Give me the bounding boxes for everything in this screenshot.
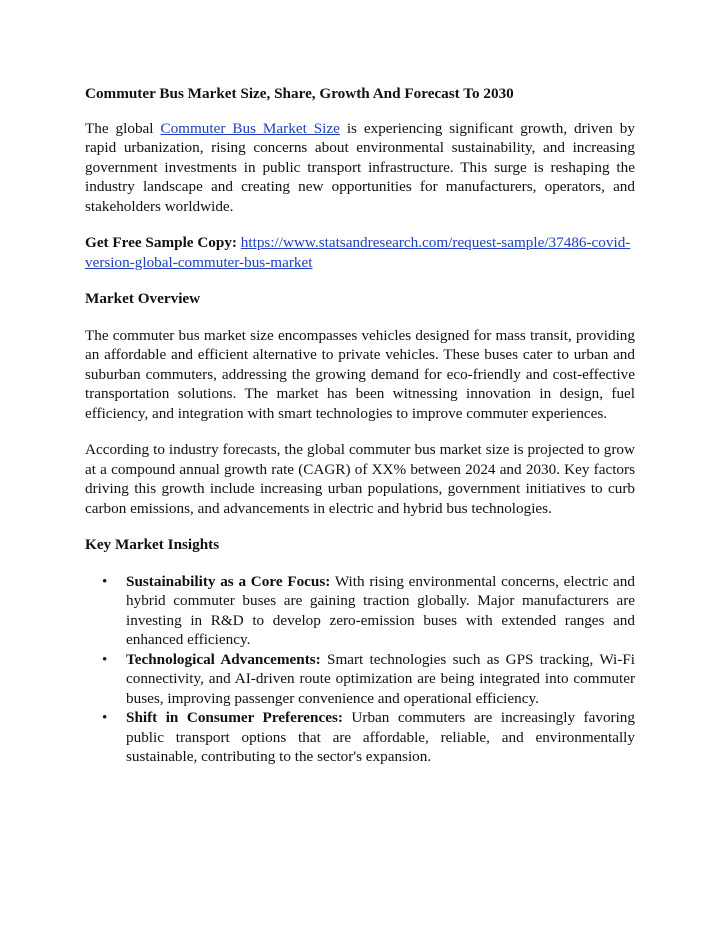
list-item — [85, 572, 635, 650]
market-overview-paragraph-1: The commuter bus market size encompasses vehicles designed for mass transit, providing an affordable and efficient alternative to private vehicles. These buses cater to urban and suburban commuters, addressing the growing demand for eco-friendly and cost-effective transportation solutions. The market has been witnessing innovation in design, fuel efficiency, and integration with smart technologies to improve commuter experiences. — [85, 326, 635, 422]
market-overview-paragraph-2: According to industry forecasts, the global commuter bus market size is projected to grow at a compound annual growth rate (CAGR) of XX% between 2024 and 2030. Key factors driving this growth include increasing urban populations, government initiatives to curb carbon emissions, and advancements in electric and hybrid bus technologies. — [85, 441, 635, 517]
insight-label: Shift in Consumer Preferences: — [126, 709, 343, 726]
market-overview-heading: Market Overview — [85, 290, 201, 307]
document-page — [85, 84, 635, 767]
bullet-icon: • — [102, 650, 108, 668]
insight-label: Technological Advancements: — [126, 650, 321, 668]
sample-copy-link[interactable]: https://www.statsandresearch.com/request-sample/37486-covid-version-global-commuter-bus-market — [85, 234, 631, 271]
list-item — [85, 708, 635, 767]
commuter-bus-market-size-link[interactable]: Commuter Bus Market Size — [160, 119, 340, 137]
sample-label: Get Free Sample Copy: — [85, 234, 237, 251]
bullet-icon: • — [102, 709, 108, 726]
key-market-insights-heading: Key Market Insights — [85, 536, 220, 553]
intro-prefix: The global — [85, 119, 161, 137]
bullet-icon: • — [102, 572, 108, 590]
intro-paragraph — [85, 119, 635, 217]
insight-text: Urban commuters are increasingly favoring public transport options that are affordable, reliable, and environmentally sustainable, contributing to the sector's expansion. — [126, 709, 635, 765]
insight-text: With rising environmental concerns, electric and hybrid commuter buses are gaining traction globally. Major manufacturers are investing in R&D to develop zero-emission buses with extended ranges and enhanced efficiency. — [126, 572, 635, 648]
sample-paragraph — [85, 233, 635, 272]
insight-text: Smart technologies such as GPS tracking, Wi-Fi connectivity, and AI-driven route optimization are being integrated into commuter buses, improving passenger convenience and operational efficiency. — [126, 650, 635, 707]
intro-suffix: is experiencing significant growth, driven by rapid urbanization, rising concerns about environmental sustainability, and increasing government investments in public transport infrastructure. This surge is reshaping the industry landscape and creating new opportunities for manufacturers, operators, and stakeholders worldwide. — [85, 119, 635, 215]
document-title: Commuter Bus Market Size, Share, Growth And Forecast To 2030 — [85, 85, 514, 102]
insight-label: Sustainability as a Core Focus: — [126, 572, 331, 590]
insights-list — [85, 572, 635, 767]
list-item — [85, 650, 635, 709]
